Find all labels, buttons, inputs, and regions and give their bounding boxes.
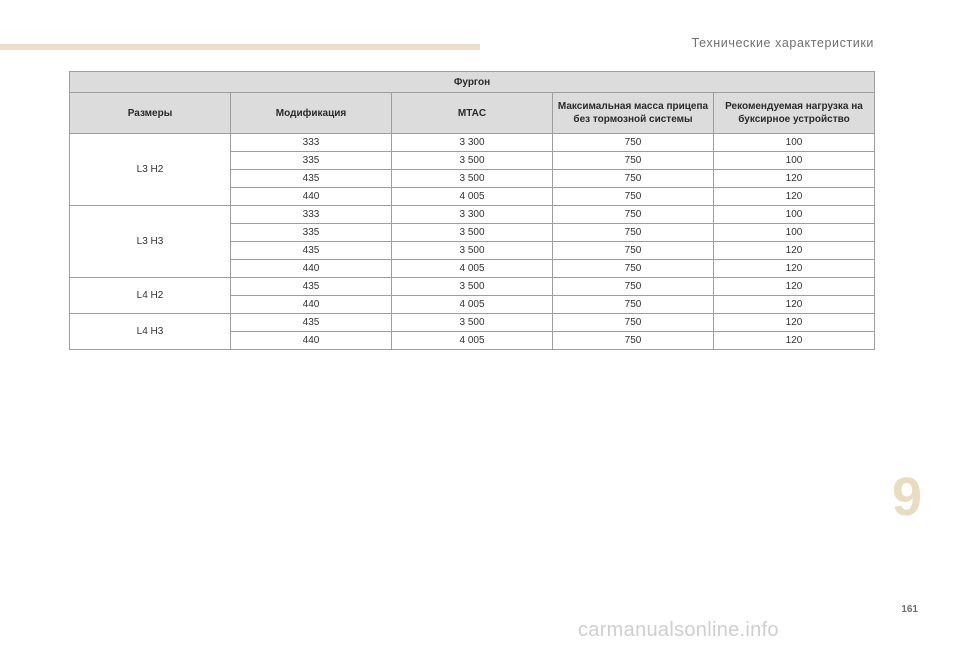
towbar-load-cell: 120 (714, 314, 875, 332)
towbar-load-cell: 120 (714, 296, 875, 314)
table-title-row (70, 72, 875, 93)
table-row (70, 134, 875, 152)
unbraked-mass-cell: 750 (553, 242, 714, 260)
unbraked-mass-cell: 750 (553, 260, 714, 278)
trailer-weights-table (69, 71, 875, 350)
column-header-dimensions: Размеры (70, 93, 231, 134)
mtac-cell: 4 005 (392, 188, 553, 206)
modification-cell: 435 (231, 314, 392, 332)
chapter-number: 9 (892, 467, 923, 527)
mtac-cell: 3 500 (392, 152, 553, 170)
table-title: Фургон (70, 72, 875, 93)
table-row (70, 278, 875, 296)
modification-cell: 435 (231, 170, 392, 188)
watermark: carmanualsonline.info (578, 619, 779, 641)
column-header-towbar-load: Рекомендуемая нагрузка на буксирное устройство (714, 93, 875, 134)
mtac-cell: 3 500 (392, 224, 553, 242)
towbar-load-cell: 120 (714, 260, 875, 278)
unbraked-mass-cell: 750 (553, 152, 714, 170)
page-header-title: Технические характеристики (691, 36, 874, 50)
unbraked-mass-cell: 750 (553, 278, 714, 296)
modification-cell: 435 (231, 242, 392, 260)
mtac-cell: 4 005 (392, 296, 553, 314)
column-header-unbraked-trailer-mass: Максимальная масса прицепа без тормозной системы (553, 93, 714, 134)
unbraked-mass-cell: 750 (553, 224, 714, 242)
towbar-load-cell: 100 (714, 152, 875, 170)
column-header-modification: Модификация (231, 93, 392, 134)
mtac-cell: 3 500 (392, 314, 553, 332)
towbar-load-cell: 120 (714, 242, 875, 260)
table-header-row (70, 93, 875, 134)
modification-cell: 440 (231, 260, 392, 278)
unbraked-mass-cell: 750 (553, 314, 714, 332)
dimensions-cell: L3 H2 (70, 134, 231, 206)
mtac-cell: 3 300 (392, 206, 553, 224)
mtac-cell: 3 500 (392, 170, 553, 188)
modification-cell: 333 (231, 206, 392, 224)
unbraked-mass-cell: 750 (553, 170, 714, 188)
towbar-load-cell: 100 (714, 134, 875, 152)
unbraked-mass-cell: 750 (553, 296, 714, 314)
unbraked-mass-cell: 750 (553, 206, 714, 224)
modification-cell: 440 (231, 332, 392, 350)
dimensions-cell: L3 H3 (70, 206, 231, 278)
towbar-load-cell: 100 (714, 224, 875, 242)
towbar-load-cell: 100 (714, 206, 875, 224)
unbraked-mass-cell: 750 (553, 332, 714, 350)
dimensions-cell: L4 H3 (70, 314, 231, 350)
dimensions-cell: L4 H2 (70, 278, 231, 314)
page-number: 161 (901, 604, 918, 615)
towbar-load-cell: 120 (714, 332, 875, 350)
mtac-cell: 3 500 (392, 278, 553, 296)
towbar-load-cell: 120 (714, 278, 875, 296)
table-body (70, 134, 875, 350)
modification-cell: 335 (231, 224, 392, 242)
header-accent-bar (0, 44, 480, 50)
towbar-load-cell: 120 (714, 170, 875, 188)
unbraked-mass-cell: 750 (553, 134, 714, 152)
mtac-cell: 4 005 (392, 332, 553, 350)
modification-cell: 440 (231, 296, 392, 314)
mtac-cell: 4 005 (392, 260, 553, 278)
modification-cell: 333 (231, 134, 392, 152)
modification-cell: 435 (231, 278, 392, 296)
table-row (70, 206, 875, 224)
table-row (70, 314, 875, 332)
modification-cell: 440 (231, 188, 392, 206)
mtac-cell: 3 500 (392, 242, 553, 260)
column-header-mtac: MTAC (392, 93, 553, 134)
mtac-cell: 3 300 (392, 134, 553, 152)
towbar-load-cell: 120 (714, 188, 875, 206)
modification-cell: 335 (231, 152, 392, 170)
unbraked-mass-cell: 750 (553, 188, 714, 206)
